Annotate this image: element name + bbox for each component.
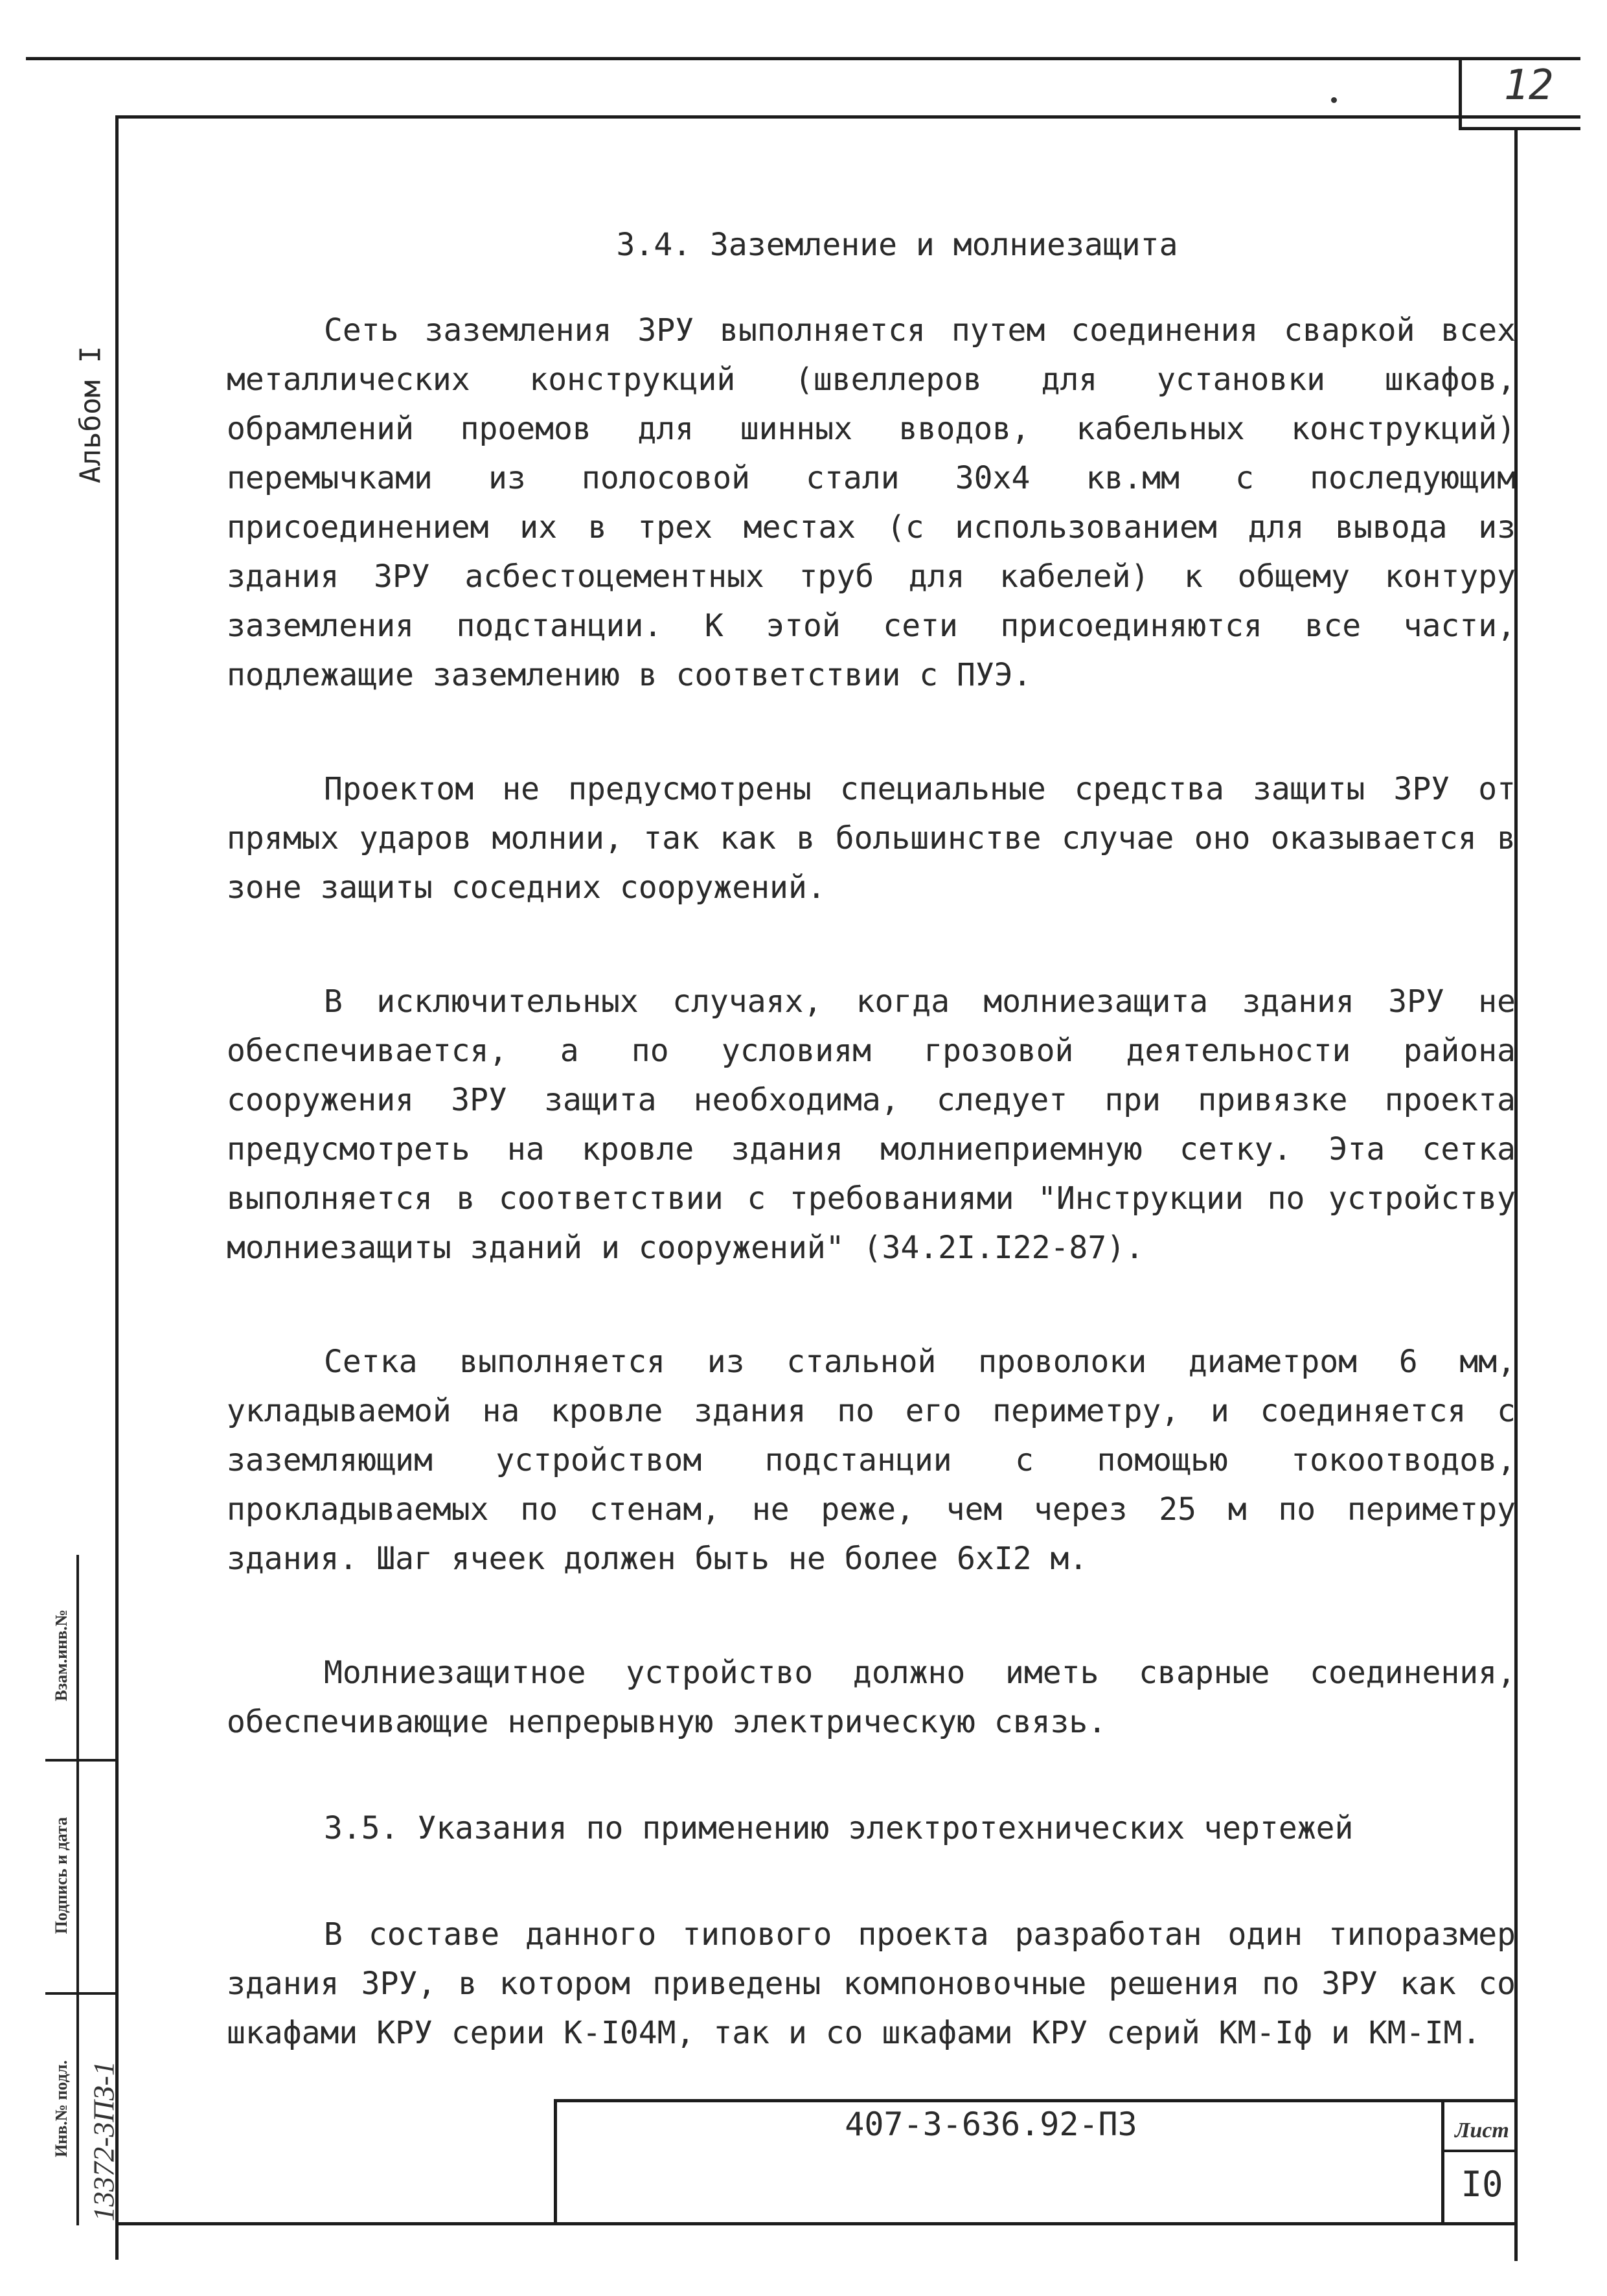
paragraph-exceptional-cases: В исключительных случаях, когда молниезащита здания ЗРУ не обеспечивается, а по условиям грозовой деятельности района сооружения ЗРУ защита необходима, следует при привязке проекта предусмотреть на кровле здания молниеприемную сетку. Эта сетка выполняется в соответствии с требованиями "Инструкции по устройству молниезащиты зданий и сооружений" (34.2I.I22-87). (227, 983, 1516, 1266)
sheet-cell-divider (1441, 2150, 1518, 2152)
sheet-label: Лист (1455, 2118, 1509, 2142)
document-code: 407-3-636.92-ПЗ (845, 2106, 1137, 2143)
stamp-divider-1 (45, 1759, 117, 1762)
top-rule (26, 57, 1580, 60)
paragraph-standard-design: В составе данного типового проекта разработан один типоразмер здания ЗРУ, в котором приведены компоновочные решения по ЗРУ как со шкафами КРУ серии К-I04М, так и со шкафами КРУ серий КМ-Iф и КМ-IМ. (227, 1916, 1516, 2051)
stamp-label-signature: Подпись и дата (52, 1817, 71, 1934)
stamp-inventory-value: 13372-3ПЗ-1 (87, 2061, 120, 2221)
section-heading-3-4: 3.4. Заземление и молниезащита (616, 227, 1178, 263)
page-number: 12 (1503, 62, 1554, 109)
stamp-label-inventory: Инв.№ подл. (52, 2060, 71, 2157)
page-number-box-bottom (1459, 127, 1580, 130)
paragraph-mesh-description: Сетка выполняется из стальной проволоки диаметром 6 мм, укладываемой на кровле здания по его периметру, и соединяется с заземляющим устройством подстанции с помощью токоотводов, прокладываемых по стенам, не реже, чем через 25 м по периметру здания. Шаг ячеек должен быть не более 6хI2 м. (227, 1344, 1516, 1577)
paragraph-grounding-network: Сеть заземления ЗРУ выполняется путем соединения сваркой всех металлических конструкций (швеллеров для установки шкафов, обрамлений проемов для шинных вводов, кабельных конструкций) перемычками из полосовой стали 30х4 кв.мм с последующим присоединением их в трех местах (с использованием для вывода из здания ЗРУ асбестоцементных труб для кабелей) к общему контуру заземления подстанции. К этой сети присоединяются все части, подлежащие заземлению в соответствии с ПУЭ. (227, 312, 1516, 693)
scan-dot (1331, 97, 1337, 103)
album-label: Альбом I (74, 346, 108, 483)
page-number-box-left (1459, 57, 1462, 127)
stamp-column-divider (76, 1555, 79, 2225)
sheet-number: I0 (1461, 2164, 1503, 2205)
stamp-label-replacement: Взам.инв.№ (52, 1609, 71, 1701)
frame-top (115, 115, 1580, 119)
paragraph-welded-connections: Молниезащитное устройство должно иметь сварные соединения, обеспечивающие непрерывную электрическую связь. (227, 1655, 1516, 1740)
section-heading-3-5: 3.5. Указания по применению электротехнических чертежей (324, 1810, 1354, 1846)
document-body (227, 220, 1516, 2058)
title-block-top (554, 2099, 1518, 2102)
paragraph-no-direct-protection: Проектом не предусмотрены специальные средства защиты ЗРУ от прямых ударов молнии, так как в большинстве случае оно оказывается в зоне защиты соседних сооружений. (227, 771, 1516, 906)
stamp-divider-2 (45, 1992, 117, 1995)
frame-left (115, 115, 119, 2260)
frame-bottom (115, 2222, 1518, 2225)
